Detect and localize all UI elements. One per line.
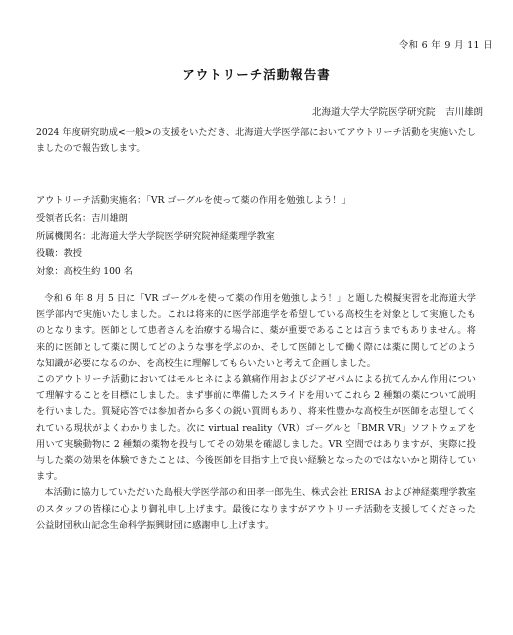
field-label: 受領者氏名: [36, 212, 82, 224]
field-value: 教授: [63, 248, 82, 260]
report-body: [36, 291, 476, 534]
report-date: 令和 6 年 9 月 11 日: [398, 40, 493, 51]
field-label: 役職: [36, 248, 55, 260]
field-value: 吉川雄朗: [91, 212, 128, 224]
field-target: 対象：高校生約 100 名: [36, 266, 133, 278]
intro-section: [36, 125, 476, 156]
field-label: アウトリーチ活動実施名: [36, 195, 138, 206]
field-affiliation: 所属機関名：北海道大学大学院医学研究院神経薬理学教室: [36, 230, 275, 242]
activity-fields: [36, 192, 476, 281]
field-label: 所属機関名: [36, 230, 82, 242]
field-value: 北海道大学大学院医学研究院神経薬理学教室: [91, 230, 275, 242]
intro-paragraph: 2024 年度研究助成<一般>の支援をいただき、北海道大学医学部においてアウトリーチ活動を実施いたしましたので報告致します。: [36, 127, 476, 154]
field-value: 「VR ゴーグルを使って薬の作用を勉強しよう！」: [146, 195, 351, 206]
field-position: 役職：教授: [36, 248, 82, 260]
field-label: 対象: [36, 266, 55, 278]
body-paragraph-2: このアウトリーチ活動においてはモルヒネによる鎮痛作用およびジアゼパムによる抗てんかん作用について理解することを目標にしました。まず事前に準備したスライドを用いてこれら 2 種類の薬について説明を行いました。質疑応答では参加者から多くの鋭い質問もあり、将来性豊かな高校生が医師を志望してくれている現状がよくわかりました。次に virtual reality（VR）ゴーグルと「BMR VR」ソフトウェアを用いて実験動物に 2 種類の薬物を投与してその効果を確認しました。VR 空間ではありますが、実際に投与した薬の効果を体験できたことは、今後医師を目指す上で良い経験となったのではないかと期待しています。: [36, 374, 476, 483]
report-author: 北海道大学大学院医学研究院 吉川雄朗: [311, 107, 483, 118]
field-value: 高校生約 100 名: [63, 266, 133, 278]
body-paragraph-3: 本活動に協力していただいた島根大学医学部の和田孝一郎先生、株式会社 ERISA および神経薬理学教室のスタッフの皆様に心より御礼申し上げます。最後になりますがアウトリーチ活動を支援してくださった公益財団秋山記念生命科学振興財団に感謝申し上げます。: [36, 487, 476, 531]
report-title: アウトリーチ活動報告書: [182, 67, 331, 82]
field-recipient: 受領者氏名：吉川雄朗: [36, 212, 128, 224]
field-activity-name: アウトリーチ活動実施名：「VR ゴーグルを使って薬の作用を勉強しよう！」: [36, 195, 351, 206]
body-paragraph-1: 令和 6 年 8 月 5 日に「VR ゴーグルを使って薬の作用を勉強しよう！」と題した模擬実習を北海道大学医学部内で実施いたしました。これは将来的に医学部進学を希望している高校生を対象として実施したものとなります。医師として患者さんを治療する場合に、薬が重要であることは言うまでもありません。将来的に医師として薬に関してどのような事を学ぶのか、そして医師として働く際には薬に関してどのような知識が必要になるのか、を高校生に理解してもらいたいと考えて企画しました。: [36, 293, 476, 369]
